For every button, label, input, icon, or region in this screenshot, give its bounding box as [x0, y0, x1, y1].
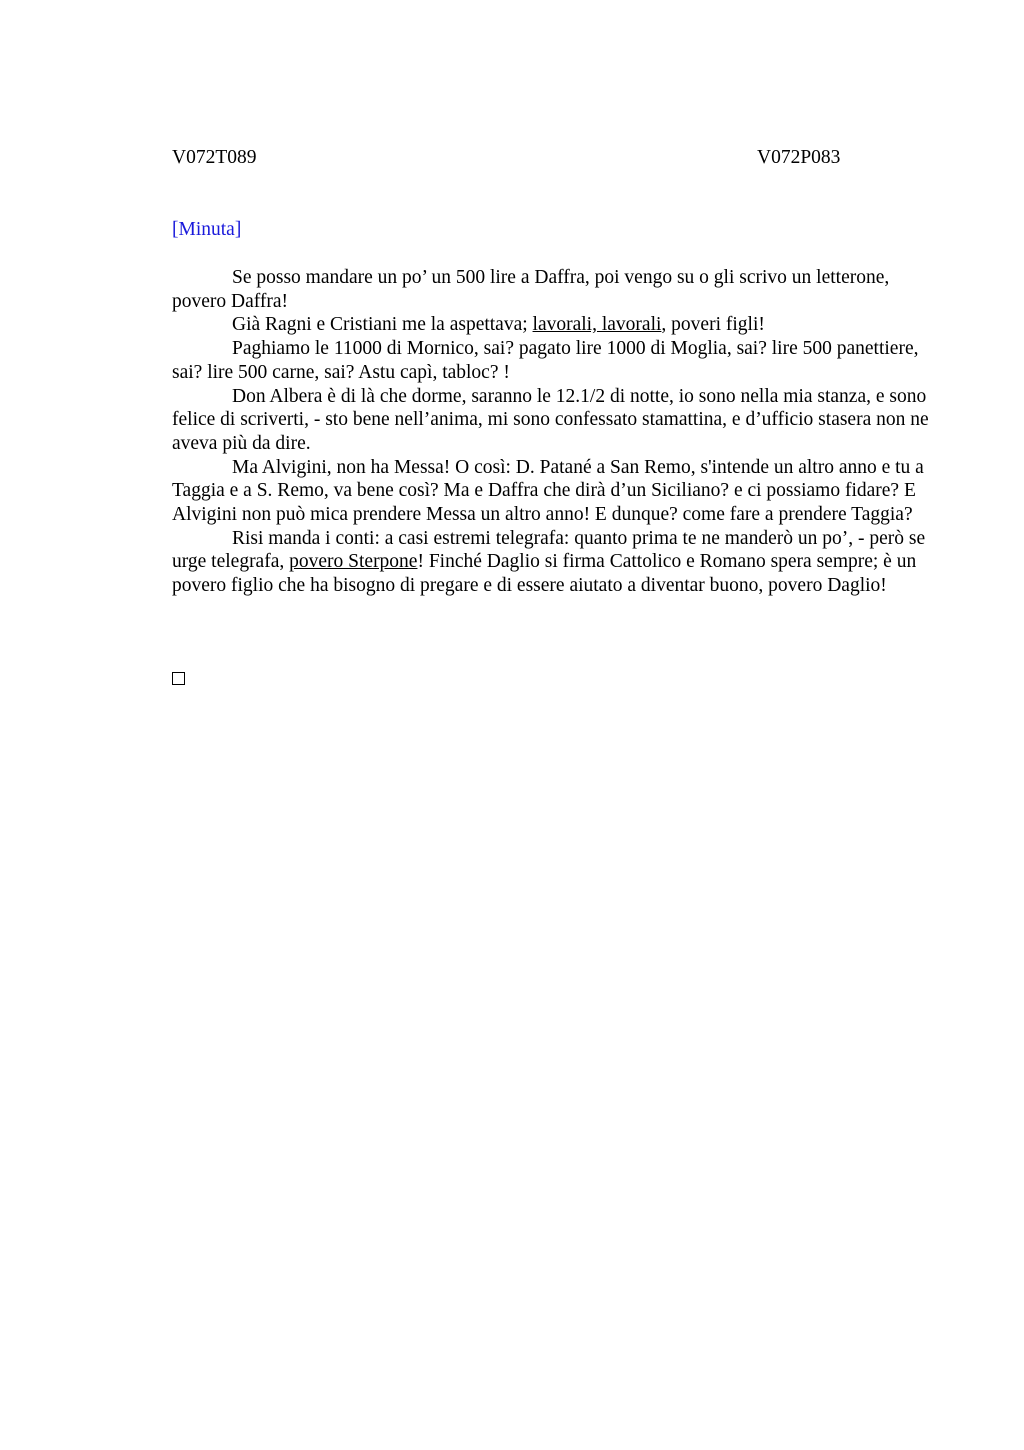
- letter-body: [172, 266, 932, 598]
- document-code-right: V072P083: [757, 147, 841, 168]
- paragraph-1: Se posso mandare un po’ un 500 lire a Daffra, poi vengo su o gli scrivo un letterone, povero Daffra!: [172, 267, 890, 312]
- section-label: [Minuta]: [172, 219, 242, 240]
- empty-square-icon: [172, 672, 185, 685]
- paragraph-6-text-b: ! Finché Daglio si firma Cattolico e Romano spera sempre; è un povero figlio che ha bisogno di pregare e di essere aiutato a diventar buono, povero Daglio!: [172, 551, 917, 597]
- paragraph-6-text-a: Risi manda i conti: a casi estremi telegrafa: quanto prima te ne manderò un po’, - però se urge telegrafa,: [172, 527, 926, 573]
- paragraph-2-text-a: Già Ragni e Cristiani me la aspettava;: [232, 314, 533, 336]
- paragraph-2: [172, 313, 932, 337]
- paragraph-2-underlined: lavorali, lavorali: [532, 314, 662, 336]
- document-code-left: V072T089: [172, 147, 257, 168]
- paragraph-2-text-b: , poveri figli!: [661, 314, 765, 336]
- paragraph-5: Ma Alvigini, non ha Messa! O così: D. Patané a San Remo, s'intende un altro anno e tu a Taggia e a S. Remo, va bene così? Ma e Daffra che dirà d’un Siciliano? e ci possiamo fidare? E Alvigini non può mica prendere Messa un altro anno! E dunque? come fare a prendere Taggia?: [172, 456, 924, 526]
- paragraph-4: Don Albera è di là che dorme, saranno le 12.1/2 di notte, io sono nella mia stanza, e sono felice di scriverti, - sto bene nell’anima, mi sono confessato stamattina, e d’ufficio stasera non ne aveva più da dire.: [172, 385, 929, 454]
- paragraph-6-underlined: povero Sterpone: [289, 551, 418, 573]
- paragraph-3: Paghiamo le 11000 di Mornico, sai? pagato lire 1000 di Moglia, sai? lire 500 panettiere, sai? lire 500 carne, sai? Astu capì, tabloc? !: [172, 338, 919, 383]
- paragraph-6: [172, 527, 932, 598]
